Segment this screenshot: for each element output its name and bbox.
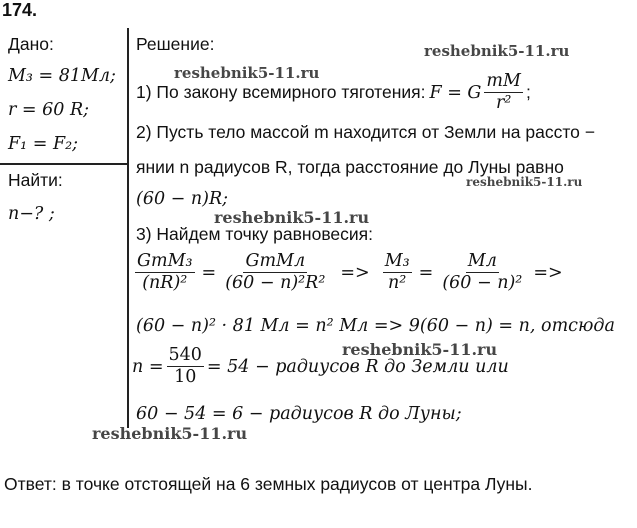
step-1-formula-lhs: F = G bbox=[429, 82, 482, 103]
given-line-1: M₃ = 81Mл; bbox=[8, 66, 116, 86]
step-2-line-1: 2) Пусть тело массой m находится от Земли на рассто − bbox=[136, 122, 595, 142]
eq1-num-4: Mл bbox=[466, 252, 499, 273]
eq1-arrow-2: => bbox=[533, 262, 563, 283]
step-3-header: 3) Найдем точку равновесия: bbox=[136, 224, 374, 244]
watermark: reshebnik5-11.ru bbox=[466, 175, 583, 189]
watermark: reshebnik5-11.ru bbox=[214, 208, 370, 227]
eq3-lhs: n = bbox=[132, 356, 164, 377]
eq1-fraction-2 bbox=[223, 252, 327, 294]
vertical-divider bbox=[127, 28, 129, 428]
eq3-fraction bbox=[167, 346, 204, 388]
eq3-den: 10 bbox=[174, 367, 197, 388]
step-1-end: ; bbox=[525, 82, 531, 103]
given-line-2: r = 60 R; bbox=[8, 100, 90, 120]
given-header: Дано: bbox=[8, 34, 54, 54]
find-line-1: n−? ; bbox=[8, 204, 55, 224]
step-1-numerator: mM bbox=[484, 72, 523, 93]
step-1-text: 1) По закону всемирного тяготения: bbox=[136, 82, 426, 103]
watermark: reshebnik5-11.ru bbox=[174, 64, 320, 82]
eq1-equals-2: = bbox=[418, 262, 434, 283]
step-2-line-2: янии n радиусов R, тогда расстояние до Луны равно bbox=[136, 157, 564, 177]
watermark: reshebnik5-11.ru bbox=[92, 424, 248, 443]
solution-header: Решение: bbox=[136, 34, 215, 54]
step-1-fraction bbox=[484, 72, 523, 114]
problem-number: 174. bbox=[2, 0, 38, 20]
given-divider bbox=[0, 163, 128, 165]
eq1-den-2: (60 − n)²R² bbox=[225, 273, 326, 294]
eq1-num-1: GmM₃ bbox=[135, 252, 195, 273]
given-line-3: F₁ = F₂; bbox=[8, 134, 78, 154]
eq1-num-2: GmMл bbox=[243, 252, 307, 273]
eq1-num-3: M₃ bbox=[383, 252, 412, 273]
find-header: Найти: bbox=[8, 170, 63, 190]
eq1-fraction-3 bbox=[383, 252, 412, 294]
eq1-den-3: n² bbox=[388, 273, 407, 294]
equation-4: 60 − 54 = 6 − радиусов R до Луны; bbox=[136, 404, 462, 424]
equation-1 bbox=[132, 252, 569, 294]
eq1-arrow-1: => bbox=[340, 262, 370, 283]
watermark: reshebnik5-11.ru bbox=[424, 42, 570, 60]
equation-2: (60 − n)² · 81 Mл = n² Mл => 9(60 − n) = n, отсюда bbox=[136, 316, 615, 336]
eq1-fraction-1 bbox=[135, 252, 195, 294]
answer: Ответ: в точке отстоящей на 6 земных радиусов от центра Луны. bbox=[4, 474, 533, 494]
step-1-denominator: r² bbox=[495, 93, 512, 114]
watermark: reshebnik5-11.ru bbox=[342, 340, 498, 359]
eq1-equals-1: = bbox=[201, 262, 217, 283]
eq1-den-1: (nR)² bbox=[142, 273, 188, 294]
eq1-fraction-4 bbox=[440, 252, 524, 294]
eq3-num: 540 bbox=[167, 346, 204, 367]
eq3-rhs: = 54 − радиусов R до Земли или bbox=[206, 356, 509, 377]
step-2-line-3: (60 − n)R; bbox=[136, 189, 229, 209]
eq1-den-4: (60 − n)² bbox=[442, 273, 523, 294]
